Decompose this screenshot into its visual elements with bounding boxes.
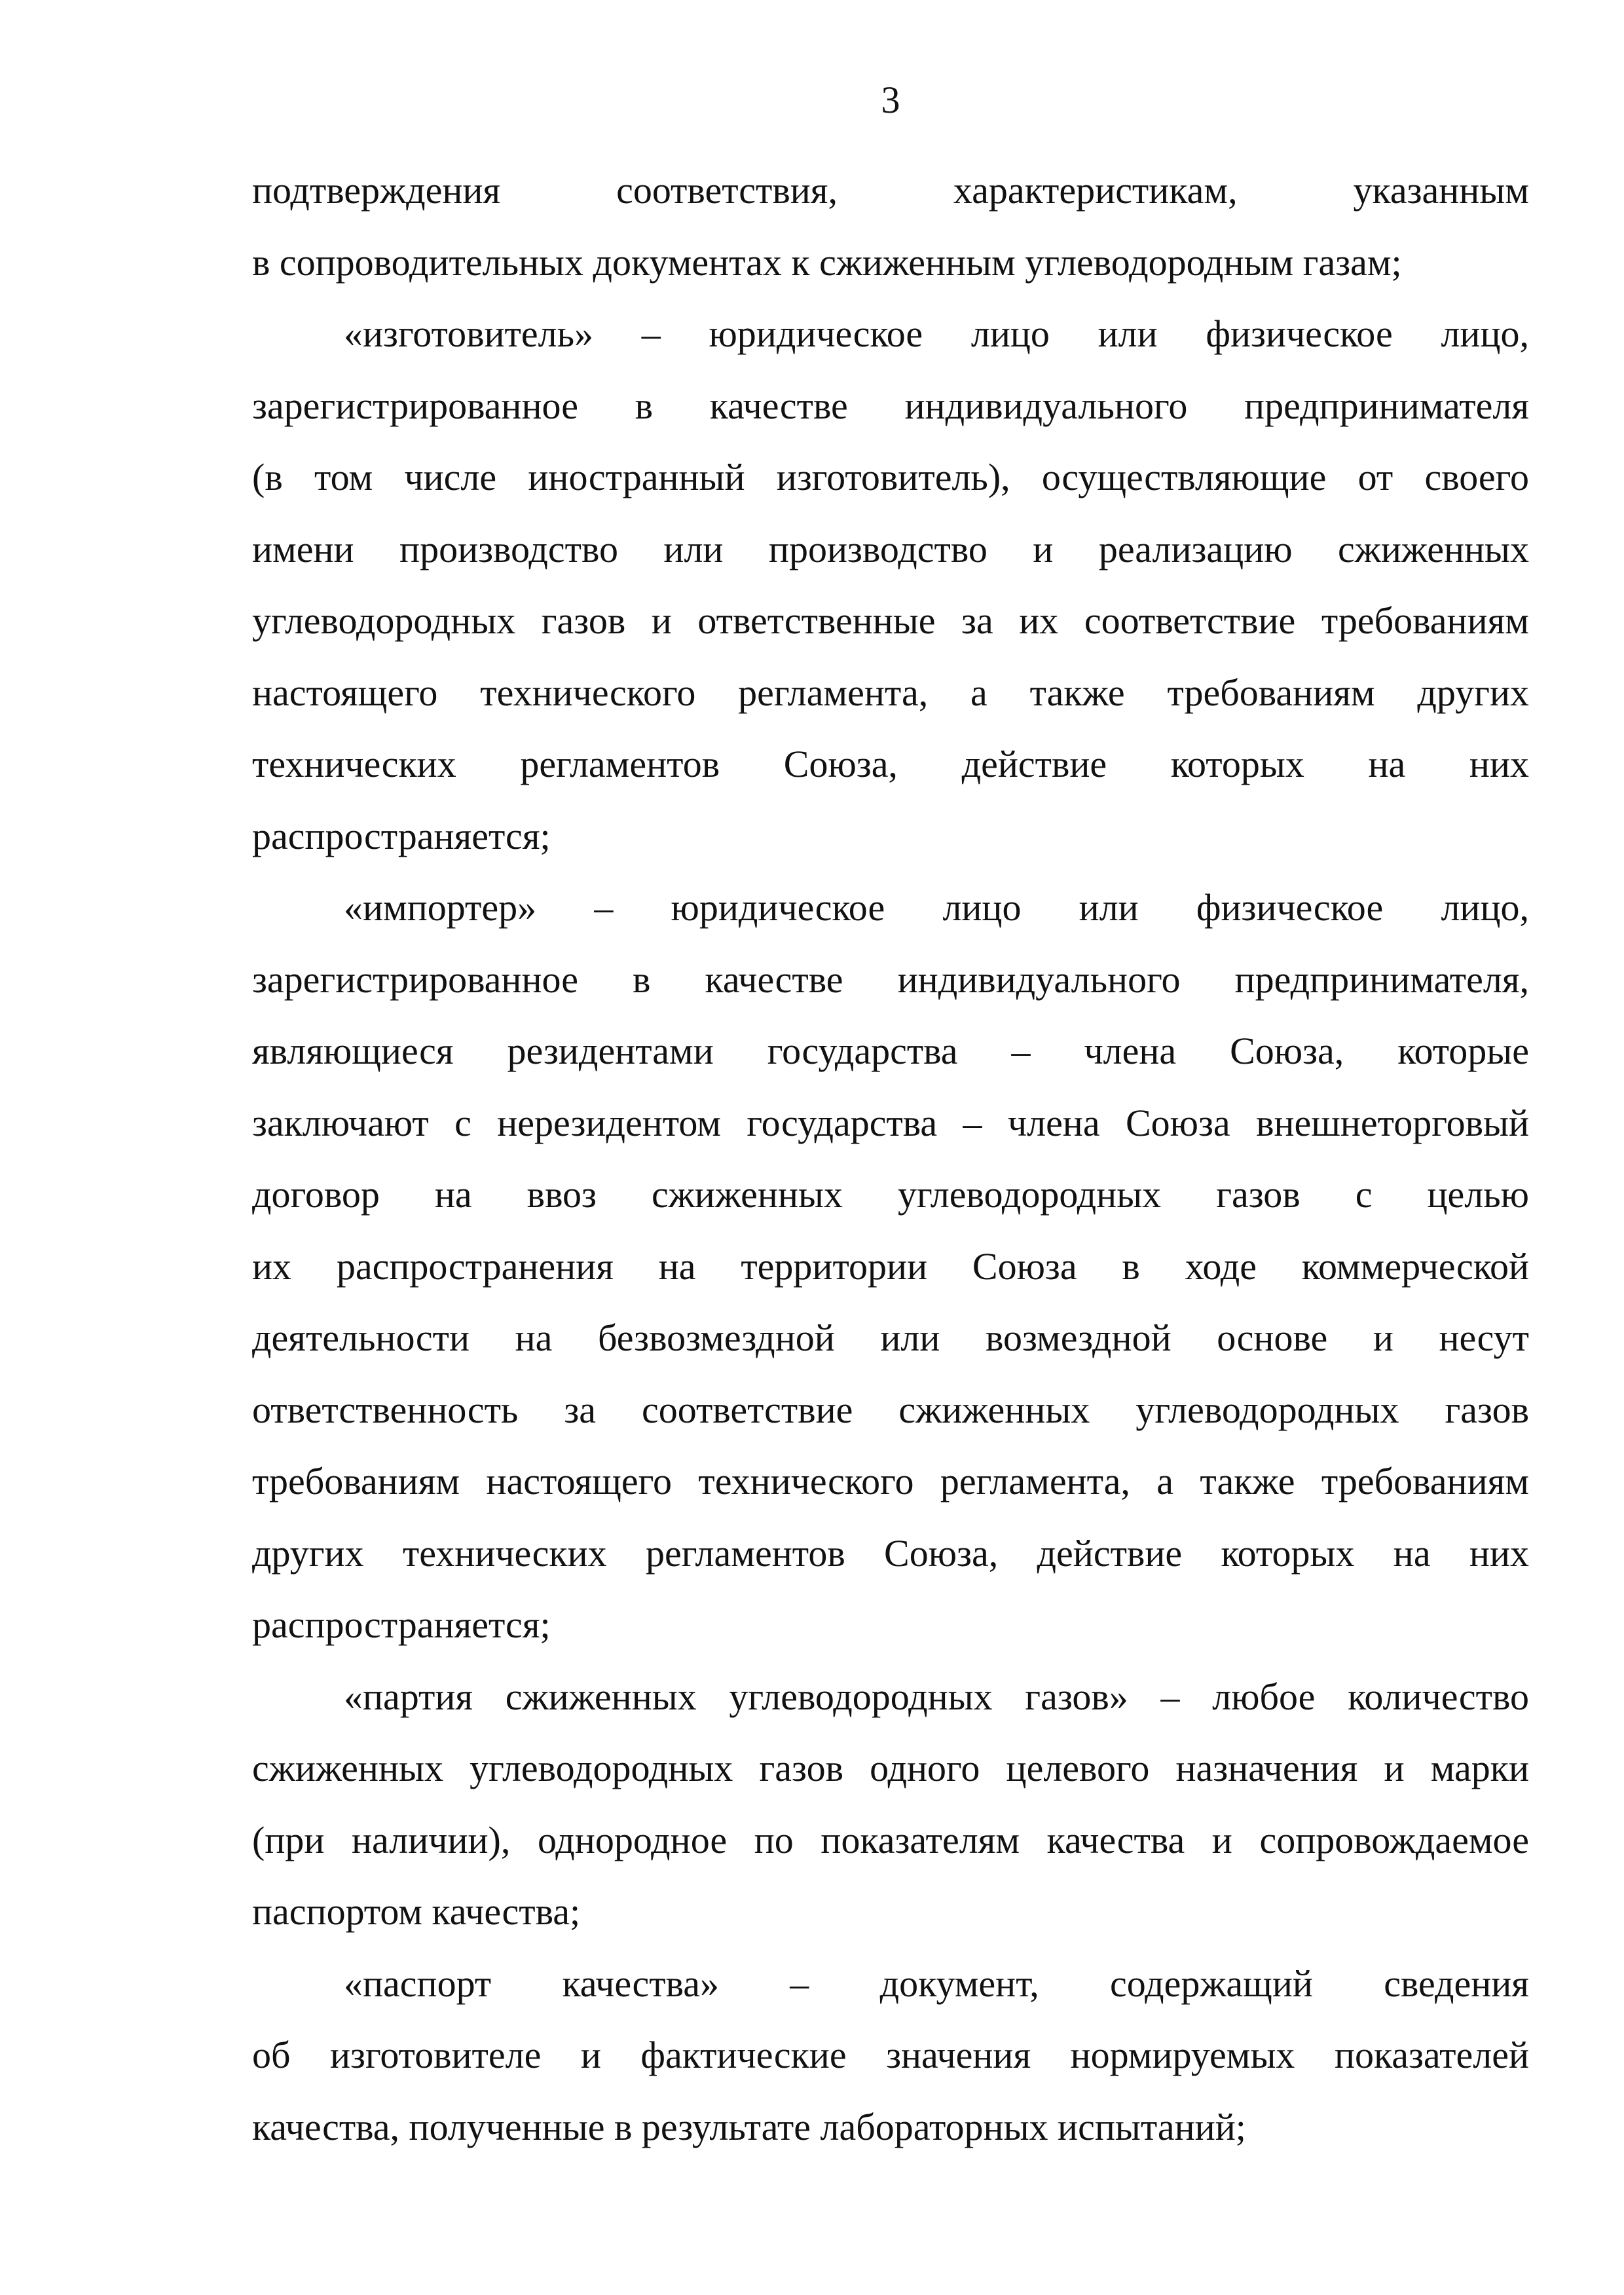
- page-number: 3: [881, 79, 900, 121]
- text-line: других технических регламентов Союза, действие которых на них: [252, 1531, 1529, 1575]
- text-line: заключают с нерезидентом государства – члена Союза внешнеторговый: [252, 1101, 1529, 1144]
- text-line: имени производство или производство и реализацию сжиженных: [252, 527, 1529, 570]
- document-body: [252, 155, 1529, 2163]
- paragraph: [252, 872, 1529, 1661]
- text-line: их распространения на территории Союза в ходе коммерческой: [252, 1244, 1529, 1288]
- text-line: подтверждения соответствия, характеристикам, указанным: [252, 169, 1529, 212]
- text-line: требованиям настоящего технического регламента, а также требованиям: [252, 1460, 1529, 1502]
- paragraph: [252, 155, 1529, 298]
- text-line: (при наличии), однородное по показателям качества и сопровождаемое: [252, 1818, 1529, 1861]
- paragraph: [252, 1948, 1529, 2163]
- text-line: в сопроводительных документах к сжиженным углеводородным газам;: [252, 240, 1402, 284]
- text-line: «изготовитель» – юридическое лицо или физическое лицо,: [344, 312, 1529, 355]
- text-line: распространяется;: [252, 1603, 551, 1646]
- text-line: об изготовителе и фактические значения нормируемых показателей: [252, 2034, 1529, 2076]
- text-line: являющиеся резидентами государства – члена Союза, которые: [252, 1030, 1529, 1072]
- text-line: «импортер» – юридическое лицо или физическое лицо,: [344, 886, 1529, 929]
- text-line: распространяется;: [252, 814, 551, 857]
- text-line: «партия сжиженных углеводородных газов» – любое количество: [344, 1675, 1529, 1718]
- text-line: паспортом качества;: [252, 1890, 581, 1933]
- text-line: (в том числе иностранный изготовитель), осуществляющие от своего: [252, 456, 1529, 498]
- text-line: качества, полученные в результате лабораторных испытаний;: [252, 2105, 1246, 2148]
- paragraph: [252, 1661, 1529, 1948]
- text-line: технических регламентов Союза, действие которых на них: [252, 743, 1529, 785]
- paragraph: [252, 298, 1529, 872]
- text-line: углеводородных газов и ответственные за их соответствие требованиям: [252, 599, 1529, 642]
- text-line: ответственность за соответствие сжиженных углеводородных газов: [252, 1388, 1529, 1431]
- text-line: договор на ввоз сжиженных углеводородных газов с целью: [252, 1173, 1529, 1216]
- text-line: настоящего технического регламента, а также требованиям других: [252, 671, 1529, 714]
- text-line: «паспорт качества» – документ, содержащий сведения: [344, 1962, 1529, 2005]
- text-line: зарегистрированное в качестве индивидуального предпринимателя,: [252, 958, 1529, 1001]
- text-line: зарегистрированное в качестве индивидуального предпринимателя: [252, 384, 1529, 427]
- text-line: сжиженных углеводородных газов одного целевого назначения и марки: [252, 1747, 1529, 1789]
- text-line: деятельности на безвозмездной или возмездной основе и несут: [252, 1316, 1529, 1359]
